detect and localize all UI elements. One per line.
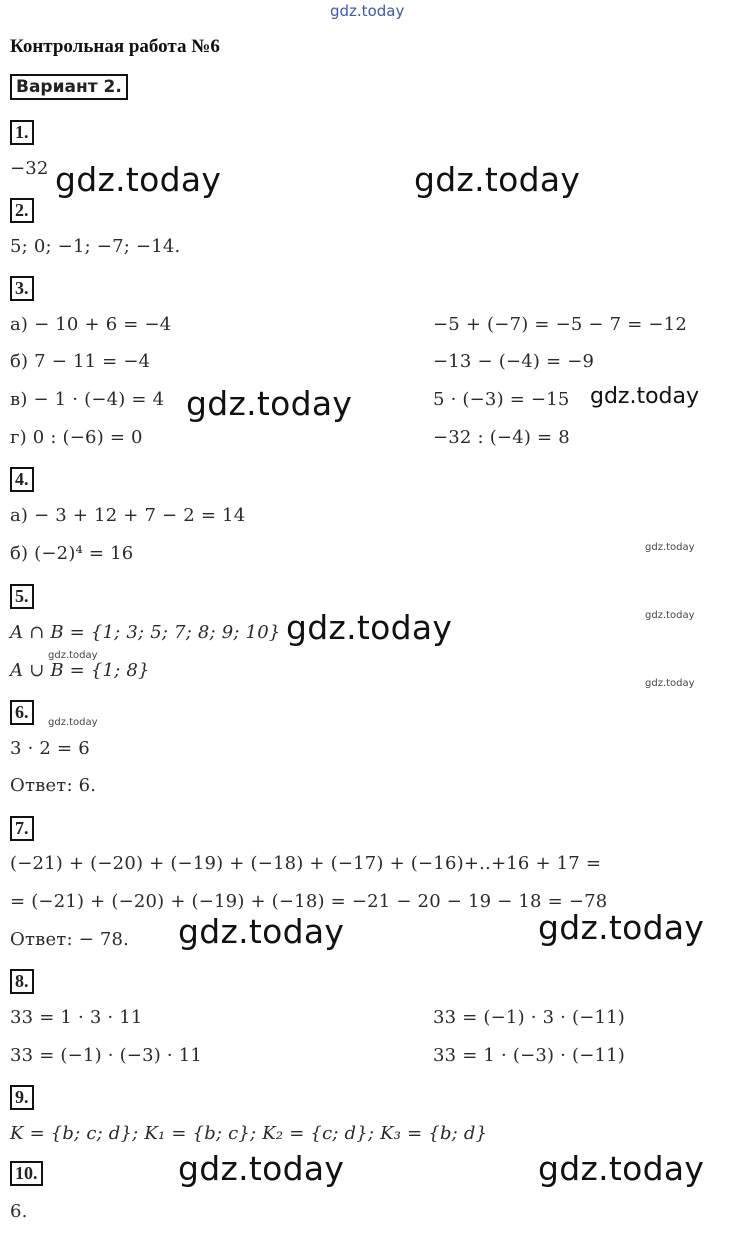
task-3-left-a: а) − 10 + 6 = −4 [10,314,172,335]
task-9-sets: K = {b; c; d}; K₁ = {b; c}; K₂ = {c; d}; K₃ = {b; d} [10,1123,488,1144]
task-3-left-b: б) 7 − 11 = −4 [10,351,151,372]
task-3-left-d: г) 0 : (−6) = 0 [10,427,143,448]
site-watermark-top: gdz.today [330,2,405,20]
watermark: gdz.today [590,384,700,409]
watermark: gdz.today [538,1149,705,1188]
watermark-small: gdz.today [48,717,98,728]
task-8-left-2: 33 = (−1) · (−3) · 11 [10,1045,203,1066]
watermark: gdz.today [286,608,453,647]
watermark: gdz.today [186,384,353,423]
watermark: gdz.today [55,160,222,199]
task-3-right-c: 5 · (−3) = −15 [433,389,570,410]
watermark: gdz.today [178,1149,345,1188]
task-3-left-c: в) − 1 · (−4) = 4 [10,389,165,410]
task-8-right-1: 33 = (−1) · 3 · (−11) [433,1007,626,1028]
task-5-union: A ∪ B = {1; 8} [10,660,150,681]
task-8-right-2: 33 = 1 · (−3) · (−11) [433,1045,626,1066]
task-1-number: 1. [10,120,34,145]
task-3-right-d: −32 : (−4) = 8 [433,427,570,448]
task-7-line-1: (−21) + (−20) + (−19) + (−18) + (−17) + (−16)+..+16 + 17 = [10,853,602,874]
page-title: Контрольная работа №6 [10,36,220,57]
task-10-number: 10. [10,1161,43,1186]
task-3-right-b: −13 − (−4) = −9 [433,351,595,372]
task-2-answer: 5; 0; −1; −7; −14. [10,236,181,257]
task-7-answer: Ответ: − 78. [10,929,130,950]
task-3-number: 3. [10,276,34,301]
task-4-line-b: б) (−2)⁴ = 16 [10,543,134,564]
variant-label: Вариант 2. [10,74,128,100]
task-6-calc: 3 · 2 = 6 [10,738,90,759]
task-7-number: 7. [10,816,34,841]
task-9-number: 9. [10,1085,34,1110]
task-2-number: 2. [10,198,34,223]
watermark-small: gdz.today [645,610,695,621]
watermark-small: gdz.today [645,542,695,553]
task-3-right-a: −5 + (−7) = −5 − 7 = −12 [433,314,687,335]
watermark: gdz.today [414,160,581,199]
task-6-answer: Ответ: 6. [10,775,97,796]
watermark-small: gdz.today [48,650,98,661]
task-4-number: 4. [10,467,34,492]
task-8-left-1: 33 = 1 · 3 · 11 [10,1007,143,1028]
task-4-line-a: а) − 3 + 12 + 7 − 2 = 14 [10,505,246,526]
watermark-small: gdz.today [645,678,695,689]
task-10-answer: 6. [10,1201,28,1222]
task-7-line-2: = (−21) + (−20) + (−19) + (−18) = −21 − 20 − 19 − 18 = −78 [10,891,608,912]
task-8-number: 8. [10,969,34,994]
task-5-intersection: A ∩ B = {1; 3; 5; 7; 8; 9; 10} [10,622,281,643]
task-6-number: 6. [10,700,34,725]
task-5-number: 5. [10,584,34,609]
watermark: gdz.today [178,912,345,951]
watermark: gdz.today [538,908,705,947]
task-1-answer: −32 [10,158,49,179]
